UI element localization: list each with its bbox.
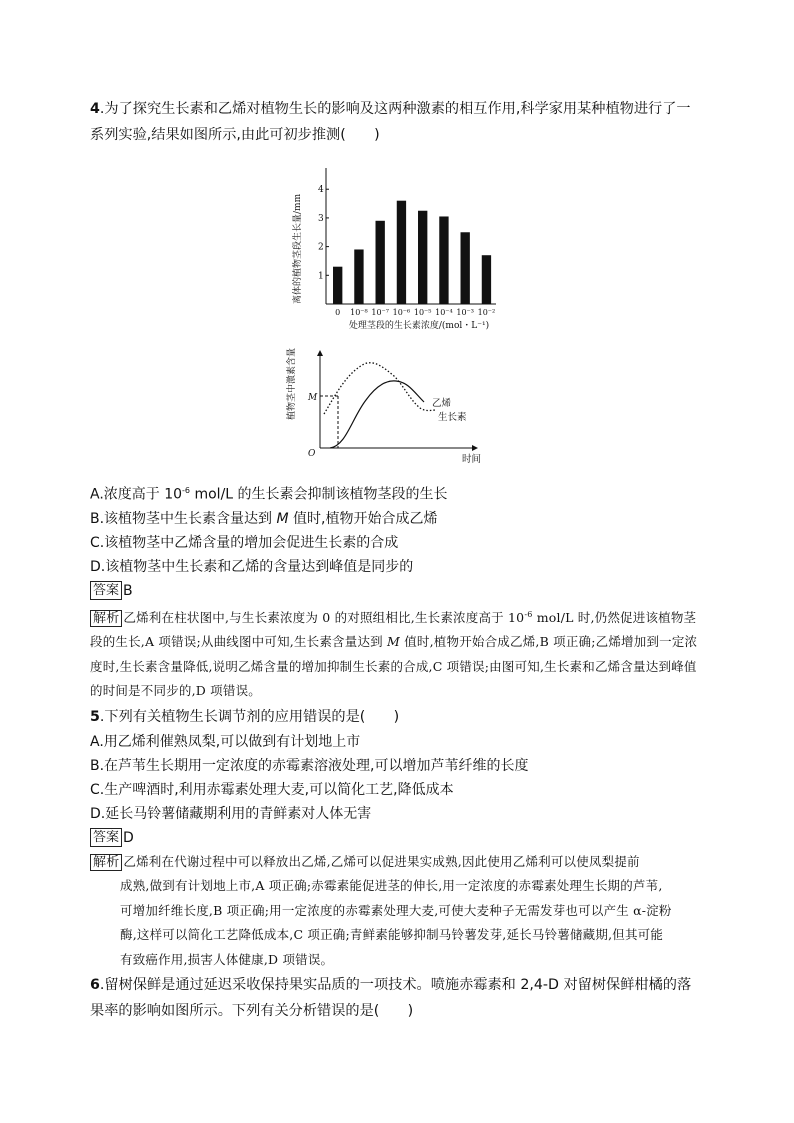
- m-label: M: [308, 393, 318, 403]
- option-d: D.延长马铃薯储藏期利用的青鲜素对人体无害: [90, 805, 372, 822]
- y-tick-label: 4: [318, 185, 324, 196]
- analysis-tag: 解析: [90, 854, 122, 871]
- time-label: 时间: [462, 454, 482, 465]
- bar: [461, 232, 470, 304]
- option-c: C.生产啤酒时,利用赤霉素处理大麦,可以简化工艺,降低成本: [90, 781, 454, 798]
- answer-tag: 答案: [90, 828, 122, 847]
- bar: [354, 249, 363, 304]
- auxin-curve: [324, 363, 436, 414]
- option-a: A.浓度高于 $10^{-6}$ mol/L 的生长素会抑制该植物茎段的生长: [90, 486, 448, 503]
- analysis-block: 解析 乙烯利在代谢过程中可以释放出乙烯,乙烯可以促进果实成熟,因此使用乙烯利可以使凤梨提前 成熟,做到有计划地上市,A 项正确;赤霉素能促进茎的伸长,用一定浓度的赤霉素处理生长期的芦苇, 可增加纤维长度,B 项正确;用一定浓度的赤霉素处理大麦,可使大麦种子无需发芽也可以产生 α-淀粉 酶,这样可以简化工艺降低成本,C 项正确;青鲜素能够抑制马铃薯发芽,延长马铃薯储藏期,但其可能 有致癌作用,损害人体健康,D 项错误。: [90, 850, 702, 973]
- document-page: [90, 96, 702, 1024]
- x-tick-label: 10⁻³: [456, 308, 474, 317]
- answer-value: B: [123, 582, 133, 599]
- x-tick-label: 10⁻⁴: [435, 308, 453, 317]
- option-d: D.该植物茎中生长素和乙烯的含量达到峰值是同步的: [90, 558, 414, 575]
- x-tick-label: 10⁻⁵: [413, 308, 432, 317]
- ethylene-label: 乙烯: [432, 398, 452, 409]
- x-tick-label: 10⁻⁷: [371, 308, 389, 317]
- bar: [418, 211, 427, 304]
- answer-row: [90, 579, 702, 603]
- analysis-block: 解析 乙烯利在柱状图中,与生长素浓度为 0 的对照组相比,生长素浓度高于 $10^{-6}$ mol/L 时,仍然促进该植物茎段的生长,A 项错误;从曲线图中可知,生长素含量达到 M 值时,植物开始合成乙烯,B 项正确;乙烯增加到一定浓度时,生长素含量降低,说明乙烯含量的增加抑制生长素的合成,C 项错误;由图可知,生长素和乙烯含量达到峰值的时间是不同步的,D 项错误。: [90, 609, 698, 699]
- analysis-tag: 解析: [90, 610, 122, 627]
- option-b: B.该植物茎中生长素含量达到 M 值时,植物开始合成乙烯: [90, 510, 438, 527]
- y-tick-label: 1: [318, 271, 324, 282]
- y-tick-label: 2: [318, 242, 324, 253]
- bar-chart-xlabel: 处理茎段的生长素浓度/(mol・L⁻¹): [348, 321, 490, 331]
- bar-chart: [286, 154, 506, 344]
- auxin-label: 生长素: [438, 412, 467, 423]
- x-tick-label: 10⁻⁸: [350, 308, 368, 317]
- x-tick-label: 10⁻²: [477, 308, 496, 317]
- answer-row: [90, 826, 702, 850]
- question-6-stem: 6.留树保鲜是通过延迟采收保持果实品质的一项技术。喷施赤霉素和 2,4-D 对留树保鲜柑橘的落果率的影响如图所示。下列有关分析错误的是( ): [90, 977, 692, 1020]
- question-5-stem: 5.下列有关植物生长调节剂的应用错误的是( ): [90, 708, 400, 725]
- bar: [439, 216, 448, 304]
- answer-value: D: [123, 829, 134, 846]
- x-tick-label: 10⁻⁶: [392, 308, 411, 317]
- option-c: C.该植物茎中乙烯含量的增加会促进生长素的合成: [90, 534, 399, 551]
- bar: [376, 221, 385, 304]
- bar-chart-ylabel: 离体的植物茎段生长量/mm: [293, 193, 303, 304]
- answer-tag: 答案: [90, 581, 122, 600]
- option-b: B.在芦苇生长期用一定浓度的赤霉素溶液处理,可以增加芦苇纤维的长度: [90, 757, 529, 774]
- origin-label: O: [308, 449, 316, 459]
- bar: [482, 255, 491, 304]
- x-tick-label: 0: [335, 308, 341, 317]
- y-tick-label: 3: [318, 213, 324, 224]
- option-a: A.用乙烯利催熟凤梨,可以做到有计划地上市: [90, 733, 361, 750]
- line-chart: [286, 348, 506, 473]
- bar: [397, 201, 406, 304]
- question-4-stem: 4.为了探究生长素和乙烯对植物生长的影响及这两种激素的相互作用,科学家用某种植物进行了一系列实验,结果如图所示,由此可初步推测( ): [90, 101, 691, 143]
- ethylene-curve: [330, 381, 424, 448]
- bar: [333, 267, 342, 304]
- line-chart-ylabel: 植物茎中激素含量: [287, 348, 297, 420]
